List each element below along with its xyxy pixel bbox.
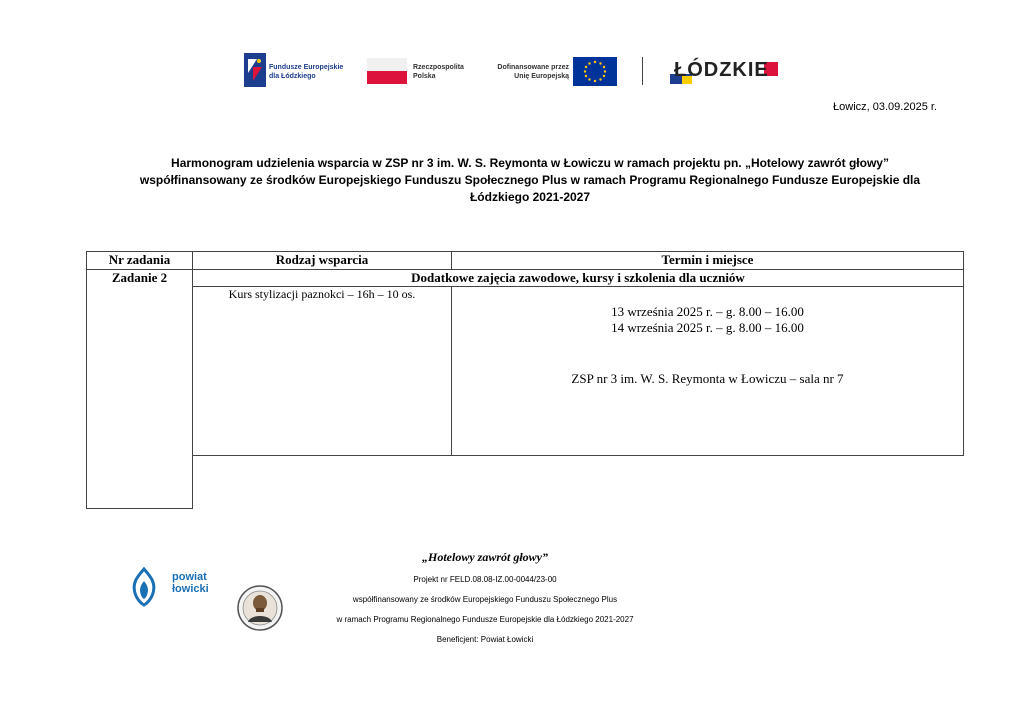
heading-line1: Harmonogram udzielenia wsparcia w ZSP nr 3 im. W. S. Reymonta w Łowiczu w ramach projektu pn. „Hotelowy zawrót głowy” (171, 156, 889, 170)
table-header-row (87, 252, 964, 270)
ue-line1: Dofinansowane przez (497, 64, 569, 71)
heading-line3: Łódzkiego 2021-2027 (469, 190, 591, 204)
footer-line2: współfinansowany ze środków Europejskiego Funduszu Społecznego Plus (352, 595, 618, 604)
term-place-cell (452, 287, 964, 456)
heading-line2: współfinansowany ze środków Europejskiego Funduszu Społecznego Plus w ramach Programu Regionalnego Fundusze Europejskie dla (139, 173, 921, 187)
powiat-line1: powiat (172, 571, 207, 583)
powiat-logo-text (172, 571, 209, 595)
term-line2: 14 września 2025 r. – g. 8.00 – 16.00 (611, 320, 804, 336)
header-support-type: Rodzaj wsparcia (193, 252, 452, 270)
ue-line2: Unię Europejską (514, 73, 569, 80)
header-task-number: Nr zadania (87, 252, 193, 270)
table-row-empty (87, 455, 964, 508)
schedule-table (86, 251, 964, 509)
footer (250, 550, 720, 655)
rp-logo-text (413, 63, 464, 81)
fe-logo (244, 53, 266, 87)
task-title-cell: Dodatkowe zajęcia zawodowe, kursy i szkolenia dla uczniów (193, 270, 964, 287)
rp-line1: Rzeczpospolita (413, 64, 464, 71)
footer-title: „Hotelowy zawrót głowy” (422, 550, 548, 564)
lodzkie-logo-text: ŁÓDZKIE (674, 59, 769, 81)
table-row-task (87, 270, 964, 287)
fe-line1: Fundusze Europejskie (269, 64, 344, 71)
header-term-place: Termin i miejsce (452, 252, 964, 270)
table-row-course (87, 287, 964, 456)
rp-line2: Polska (413, 73, 436, 80)
footer-line1: Projekt nr FELD.08.08-IZ.00-0044/23-00 (413, 575, 557, 584)
document-date: Łowicz, 03.09.2025 r. (833, 101, 937, 113)
footer-line4: Beneficjent: Powiat Łowicki (436, 635, 534, 644)
polish-flag-logo (367, 58, 407, 84)
place-line: ZSP nr 3 im. W. S. Reymonta w Łowiczu – sala nr 7 (571, 371, 844, 387)
task-cell: Zadanie 2 (87, 270, 193, 509)
eu-flag-logo (573, 57, 617, 86)
footer-line3: w ramach Programu Regionalnego Fundusze Europejskie dla Łódzkiego 2021-2027 (336, 615, 634, 624)
document-heading (90, 155, 970, 206)
logo-divider (642, 57, 643, 85)
course-cell: Kurs stylizacji paznokci – 16h – 10 os. (193, 287, 452, 456)
ue-logo-text (487, 63, 569, 81)
term-line1: 13 września 2025 r. – g. 8.00 – 16.00 (611, 304, 804, 320)
empty-cell (193, 455, 964, 508)
fe-logo-text (269, 63, 343, 81)
powiat-flame-icon (129, 567, 159, 607)
fe-line2: dla Łódzkiego (269, 73, 316, 80)
powiat-line2: łowicki (172, 583, 209, 595)
